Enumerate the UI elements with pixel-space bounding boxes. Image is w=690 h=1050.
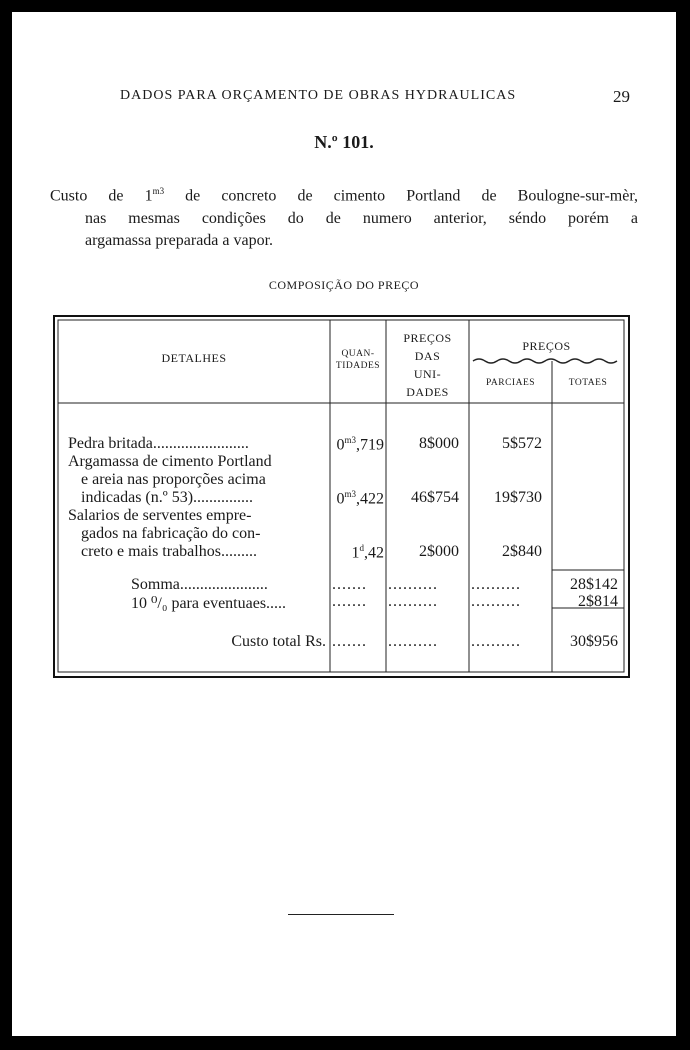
header-quantities-1: QUAN- [341,349,375,359]
contingency-dots-unit: .......... [388,593,438,610]
row-3-quantity: 1$^d$,42 [351,543,384,562]
intro-line-1: Custo de $1^{m3}$ de concreto de cimento Portland de Boulogne-sur-mèr, [50,186,639,205]
intro-line-2: nas mesmas condições do de numero anterior, séndo porém a [85,209,638,227]
header-totals: TOTAES [568,378,608,388]
contingency-total: 2$814 [578,593,618,610]
row-2-detail-line-2: e areia nas proporções acima [81,471,266,488]
row-2-detail-line-3: indicadas (n.º 53)............... [81,489,254,506]
header-partial: PARCIAES [485,378,536,388]
sum-label: Somma...................... [131,576,268,593]
header-unit-prices-3: UNI- [413,367,442,381]
row-2-partial: 19$730 [494,489,542,506]
contingency-dots-partial: .......... [471,593,521,610]
row-1-detail: Pedra britada........................ [68,435,249,452]
row-3-detail-line-1: Salarios de serventes empre- [68,507,252,524]
row-2-quantity: $0^{m3},422$ [336,489,384,508]
price-composition-table [53,315,630,678]
header-unit-prices-2: DAS [414,349,441,363]
page-number: 29 [613,87,630,106]
row-1-partial: 5$572 [502,435,542,452]
header-unit-prices-4: DADES [406,385,449,399]
prices-brace-line [473,359,617,363]
sum-dots-quantities: ....... [332,576,367,593]
sum-total: 28$142 [570,576,618,593]
row-1-quantity: $0^{m3},719$ [336,435,384,454]
row-1-unit-price: 8$000 [419,435,459,452]
intro-paragraph [50,180,638,253]
header-quantities-2: TIDADES [335,361,381,371]
section-number: N.º 101. [314,132,374,152]
contingency-dots-quantities: ....... [332,593,367,610]
total-dots-unit: .......... [388,633,438,650]
table-title: COMPOSIÇÃO DO PREÇO [268,278,420,292]
running-title: DADOS PARA ORÇAMENTO DE OBRAS HYDRAULICAS [120,88,517,103]
sum-dots-unit: .......... [388,576,438,593]
total-label: Custo total Rs. [231,633,326,650]
sum-dots-partial: .......... [471,576,521,593]
row-2-unit-price: 46$754 [411,489,459,506]
total-dots-quantities: ....... [332,633,367,650]
header-prices: PREÇOS [522,339,571,353]
intro-line-3: argamassa preparada a vapor. [85,232,274,250]
total-value: 30$956 [570,633,618,650]
row-3-partial: 2$840 [502,543,542,560]
cubic-meter-superscript: m3 [152,186,165,196]
footer-rule [288,914,394,915]
header-details: DETALHES [161,351,227,365]
total-dots-partial: .......... [471,633,521,650]
header-unit-prices-1: PREÇOS [403,331,452,345]
row-3-detail-line-3: creto e mais trabalhos......... [81,543,257,560]
contingency-label: 10 ⁰/₀ para eventuaes..... [131,595,287,612]
row-2-detail-line-1: Argamassa de cimento Portland [68,453,272,470]
book-page [12,12,676,1036]
row-3-unit-price: 2$000 [419,543,459,560]
row-3-detail-line-2: gados na fabricação do con- [81,525,261,542]
